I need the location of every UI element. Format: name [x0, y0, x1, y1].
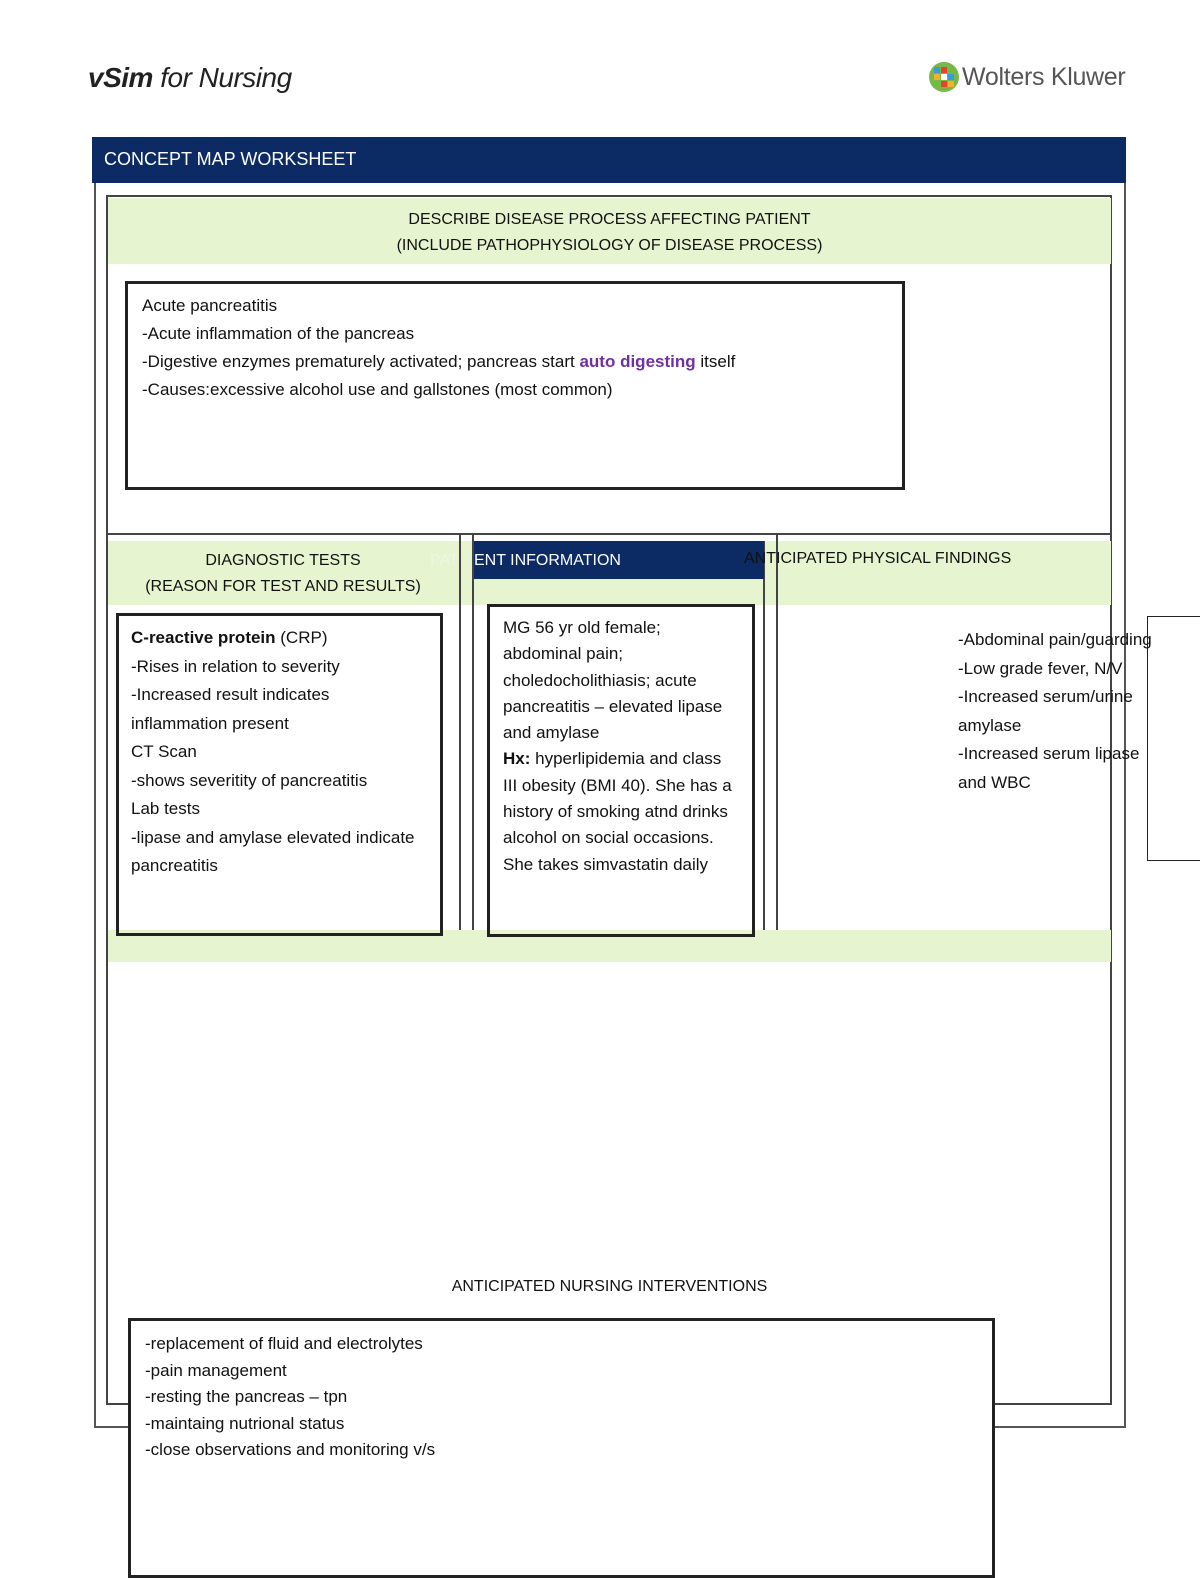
crp-abbr: (CRP) — [275, 628, 328, 647]
crp-title: C-reactive protein — [131, 628, 276, 647]
patient-summary: MG 56 yr old female; abdominal pain; choledocholithiasis; acute pancreatitis – elevated lipase and amylase — [503, 618, 723, 743]
crp-heading — [131, 624, 428, 653]
wolters-kluwer-logo-icon — [928, 61, 960, 93]
column-divider — [776, 535, 778, 930]
physical-findings-frame — [1147, 616, 1200, 861]
interventions-heading: ANTICIPATED NURSING INTERVENTIONS — [451, 1278, 768, 1295]
publisher-name: Wolters Kluwer — [962, 62, 1126, 91]
disease-line: Acute pancreatitis — [142, 296, 278, 315]
brand-sim: Sim — [103, 62, 153, 93]
disease-heading-line2: (INCLUDE PATHOPHYSIOLOGY OF DISEASE PROCESS) — [396, 237, 823, 254]
patient-information-box — [487, 604, 755, 937]
worksheet-title: CONCEPT MAP WORKSHEET — [104, 149, 357, 169]
section-divider — [106, 533, 1112, 535]
disease-line3-accent: auto digesting — [579, 352, 696, 371]
physical-line: -Low grade fever, N/V — [958, 658, 1123, 678]
disease-heading-line1: DESCRIBE DISEASE PROCESS AFFECTING PATIENT — [408, 211, 811, 228]
diagnostic-line: -Increased result indicates inflammation present — [131, 685, 335, 733]
disease-line — [142, 348, 888, 376]
intervention-line: -close observations and monitoring v/s — [145, 1440, 436, 1459]
diagnostic-heading — [108, 548, 458, 600]
worksheet-title-bar — [92, 137, 1126, 183]
physical-findings — [958, 626, 1170, 797]
intervention-line: -pain management — [145, 1360, 287, 1380]
brand-v: v — [88, 62, 104, 93]
intervention-line: -resting the pancreas – tpn — [145, 1387, 348, 1406]
diagnostic-tests-box — [116, 613, 443, 936]
vsim-logo — [88, 62, 292, 94]
publisher-logo — [928, 60, 1125, 94]
physical-line: -Increased serum lipase and WBC — [958, 744, 1145, 792]
physical-line: -Abdominal pain/guarding — [958, 630, 1152, 649]
diagnostic-heading-line2: (REASON FOR TEST AND RESULTS) — [145, 578, 421, 595]
patient-heading-prefix: PAT — [430, 552, 459, 569]
physical-heading-suffix: ICIPATED PHYSICAL FINDINGS — [776, 550, 1012, 567]
column-divider — [472, 535, 474, 930]
diagnostic-line: CT Scan — [131, 742, 197, 761]
diagnostic-line: -Rises in relation to severity — [131, 656, 340, 676]
diagnostic-line: Lab tests — [131, 799, 200, 818]
patient-heading-text: ENT INFORMATION — [474, 552, 621, 569]
disease-process-box — [125, 281, 905, 490]
patient-heading — [474, 541, 764, 579]
disease-line: -Acute inflammation of the pancreas — [142, 324, 415, 343]
diagnostic-heading-line1: DIAGNOSTIC TESTS — [205, 552, 361, 569]
physical-heading-prefix: ANT — [744, 550, 776, 567]
diagnostic-line: -shows severitity of pancreatitis — [131, 770, 368, 790]
physical-heading — [744, 550, 1011, 568]
column-divider — [459, 535, 461, 930]
intervention-line: -maintaing nutrional status — [145, 1413, 345, 1433]
disease-line: -Causes:excessive alcohol use and gallstones (most common) — [142, 380, 613, 399]
diagnostic-line: -lipase and amylase elevated indicate pancreatitis — [131, 827, 420, 875]
disease-line3-before: -Digestive enzymes prematurely activated; pancreas start — [142, 352, 580, 371]
disease-heading-band — [108, 198, 1111, 264]
patient-history: hyperlipidemia and class III obesity (BMI 40). She has a history of smoking atnd drinks alcohol on social occasions. She takes simvastatin daily — [503, 749, 732, 874]
column-divider — [763, 541, 765, 930]
brand-rest: for Nursing — [152, 62, 292, 93]
physical-line: -Increased serum/urine amylase — [958, 687, 1138, 735]
patient-hx-label: Hx: — [503, 749, 531, 769]
intervention-line: -replacement of fluid and electrolytes — [145, 1334, 423, 1353]
disease-line3-after: itself — [695, 352, 736, 371]
interventions-box — [128, 1318, 995, 1578]
